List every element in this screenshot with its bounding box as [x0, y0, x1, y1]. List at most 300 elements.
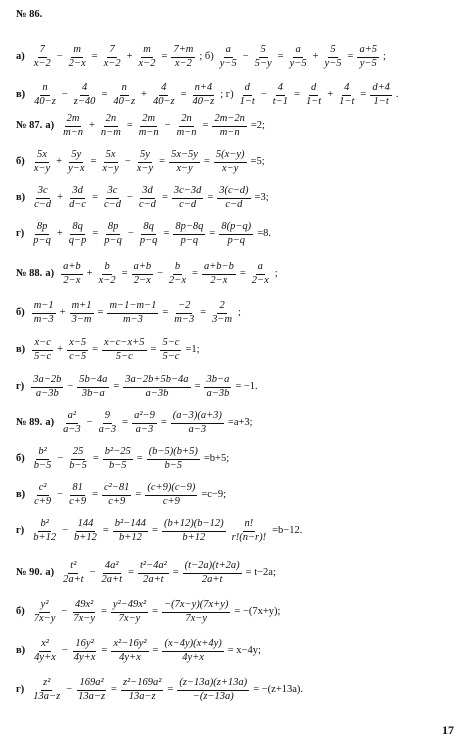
denominator: x−2 [98, 274, 116, 286]
numerator: y² [39, 600, 51, 613]
numerator: 5y [69, 150, 83, 163]
denominator: c+9 [162, 495, 180, 507]
numerator: 2m [65, 114, 82, 127]
numerator: 16y² [73, 639, 95, 652]
fraction [31, 519, 58, 543]
solution-line [16, 301, 460, 325]
denominator: a−3b [145, 387, 169, 399]
fraction [202, 262, 236, 286]
numerator: b [102, 262, 111, 275]
denominator: 1−t [373, 95, 389, 107]
numerator: a²−9 [132, 411, 157, 424]
fraction [31, 678, 62, 702]
numerator: m [71, 45, 83, 58]
math-operator: = [150, 343, 157, 355]
numerator: a [224, 45, 233, 58]
solution-line [16, 83, 460, 107]
fraction [61, 411, 83, 435]
numerator: 4a² [103, 561, 121, 574]
numerator: n [40, 83, 49, 96]
denominator: m−n [63, 126, 83, 138]
fraction [111, 639, 148, 663]
fraction [337, 83, 356, 107]
denominator: −(z−13a) [192, 690, 234, 702]
denominator: 7x−y [73, 612, 95, 624]
fraction [76, 678, 107, 702]
denominator: x−y [102, 162, 119, 174]
numerator: 3b−a [204, 375, 231, 388]
subproblem-label: а) [45, 416, 55, 428]
numerator: d+4 [370, 83, 392, 96]
fraction [138, 222, 160, 246]
numerator: b² [38, 519, 50, 532]
numerator: x−5 [67, 338, 88, 351]
denominator: c−d [138, 198, 156, 210]
math-operator: = [92, 452, 99, 464]
fraction [77, 375, 109, 399]
solution-line [16, 338, 460, 362]
fraction [191, 83, 217, 107]
numerator: b²−144 [113, 519, 148, 532]
denominator: b+12 [33, 531, 57, 543]
numerator: n! [243, 519, 256, 532]
math-operator: = [92, 343, 99, 355]
solution-line [16, 600, 460, 624]
subproblem-label: в) [16, 191, 26, 203]
math-operator: + [56, 155, 63, 167]
denominator: m−3 [122, 313, 143, 325]
fraction [111, 600, 148, 624]
solution-line [16, 447, 460, 471]
numerator: m−1 [32, 301, 56, 314]
numerator: 3a−2b+5b−4a [123, 375, 190, 388]
denominator: 2−x [251, 274, 269, 286]
math-operator: = [161, 191, 168, 203]
numerator: a+5 [357, 45, 379, 58]
fraction [67, 45, 88, 69]
math-operator: − [86, 416, 93, 428]
fraction [214, 150, 247, 174]
fraction [135, 150, 155, 174]
fraction [102, 186, 123, 210]
math-operator: = [162, 306, 169, 318]
fraction [61, 262, 83, 286]
numerator: 3c [36, 186, 50, 199]
math-operator: + [56, 227, 63, 239]
numerator: 3(c−d) [217, 186, 250, 199]
fraction [230, 519, 269, 543]
solution-line [16, 262, 460, 286]
math-operator: + [126, 50, 133, 62]
fraction [32, 45, 53, 69]
math-operator: =b−12. [272, 524, 303, 536]
fraction [100, 150, 120, 174]
fraction [250, 262, 271, 286]
denominator: 3−m [71, 313, 92, 325]
numerator: c²−81 [102, 483, 131, 496]
numerator: 2m [140, 114, 157, 127]
fraction [102, 338, 147, 362]
math-operator: = −(z+13a). [253, 683, 304, 695]
denominator: 2a+t [63, 573, 84, 585]
numerator: (x−4y)(x+4y) [162, 639, 223, 652]
numerator: (b+12)(b−12) [162, 519, 226, 532]
numerator: (a−3)(a+3) [171, 411, 224, 424]
fraction [70, 301, 94, 325]
denominator: x−y [222, 162, 239, 174]
numerator: y²−49x² [111, 600, 148, 613]
math-operator: − [127, 227, 134, 239]
denominator: 13a−z [128, 690, 156, 702]
numerator: 3a−2b [31, 375, 63, 388]
math-operator: ; [274, 267, 278, 279]
denominator: c+9 [108, 495, 126, 507]
subproblem-label: б) [16, 155, 25, 167]
denominator: b−5 [164, 459, 183, 471]
denominator: r!(n−r)! [231, 531, 267, 543]
denominator: 2−x [169, 274, 187, 286]
denominator: 5−y [254, 57, 272, 69]
solution-line [16, 483, 460, 507]
fraction [271, 83, 290, 107]
solution-line [16, 222, 460, 246]
math-operator: + [86, 267, 93, 279]
numerator: 49x² [73, 600, 95, 613]
math-operator: + [312, 50, 319, 62]
math-operator: = [97, 306, 104, 318]
subproblem-label: б) [16, 306, 25, 318]
solution-line [16, 411, 460, 435]
math-operator: − [57, 452, 64, 464]
fraction [61, 114, 85, 138]
numerator: a+b [132, 262, 154, 275]
numerator: 5x [104, 150, 118, 163]
denominator: y−x [68, 162, 85, 174]
denominator: b−5 [108, 459, 127, 471]
math-operator: − [66, 683, 73, 695]
numerator: 2m−2n [212, 114, 246, 127]
math-operator: − [57, 488, 64, 500]
denominator: c+9 [69, 495, 87, 507]
fraction [32, 639, 58, 663]
denominator: 4y+x [182, 651, 204, 663]
numerator: 2n [179, 114, 194, 127]
math-operator: − [242, 50, 249, 62]
numerator: a² [66, 411, 78, 424]
fraction [162, 519, 226, 543]
fraction [162, 639, 223, 663]
denominator: 2−x [210, 274, 228, 286]
math-operator: = [152, 605, 159, 617]
fraction [160, 338, 181, 362]
fraction [132, 262, 154, 286]
math-operator: − [61, 88, 68, 100]
subproblem-label: а) [45, 119, 55, 131]
fraction [32, 150, 52, 174]
math-operator: − [260, 88, 267, 100]
fraction [177, 678, 249, 702]
fraction [102, 483, 131, 507]
denominator: p−q [139, 234, 158, 246]
denominator: b−5 [33, 459, 52, 471]
denominator: 1−t [305, 95, 322, 107]
fraction [171, 45, 195, 69]
numerator: t²−4a² [138, 561, 169, 574]
denominator: a−3b [206, 387, 230, 399]
numerator: 9 [103, 411, 112, 424]
denominator: x−2 [174, 57, 192, 69]
denominator: 2a+t [201, 573, 223, 585]
fraction [72, 519, 99, 543]
problem-number: № 90. [16, 566, 43, 578]
fraction [32, 83, 58, 107]
math-operator: = [111, 683, 117, 695]
denominator: x−y [33, 162, 51, 174]
math-operator: = [203, 155, 210, 167]
math-operator: − [56, 50, 63, 62]
denominator: x−2 [103, 57, 121, 69]
denominator: 40−z [152, 95, 175, 107]
math-operator: =5; [250, 155, 265, 167]
numerator: 2 [217, 301, 226, 314]
fraction [370, 83, 392, 107]
numerator: 5−c [160, 338, 181, 351]
fraction [183, 561, 242, 585]
denominator: b+12 [74, 531, 97, 543]
numerator: x²−16y² [111, 639, 148, 652]
math-operator: = [101, 88, 108, 100]
denominator: n−m [100, 126, 121, 138]
numerator: 3d [70, 186, 85, 199]
subproblem-label: а) [45, 267, 55, 279]
math-operator: = [202, 119, 209, 131]
numerator: −2 [176, 301, 192, 314]
math-operator: − [127, 191, 133, 203]
math-operator: ; [383, 50, 386, 62]
denominator: b+12 [182, 531, 206, 543]
math-operator: = [294, 88, 300, 100]
numerator: b²−25 [103, 447, 133, 460]
denominator: 2−x [63, 274, 81, 286]
numerator: −(7x−y)(7x+y) [162, 600, 230, 613]
math-operator: − [157, 267, 164, 279]
denominator: 3b−a [81, 387, 105, 399]
problem-number: № 89. [16, 416, 43, 428]
numerator: m [141, 45, 153, 58]
numerator: 8(p−q) [219, 222, 253, 235]
numerator: 4 [80, 83, 89, 96]
fraction [66, 150, 86, 174]
numerator: 3d [140, 186, 155, 199]
fraction [172, 301, 196, 325]
denominator: 2−x [133, 274, 151, 286]
fraction [137, 186, 158, 210]
math-operator: = [90, 155, 97, 167]
math-operator: = [180, 88, 187, 100]
fraction [67, 338, 88, 362]
fraction [113, 519, 148, 543]
math-operator: =1; [185, 343, 200, 355]
denominator: y−5 [324, 57, 342, 69]
math-operator: = [277, 50, 284, 62]
math-operator: + [57, 343, 64, 355]
math-operator: . [395, 88, 399, 100]
subproblem-label: б) [16, 605, 25, 617]
denominator: x−2 [33, 57, 51, 69]
math-operator: − [89, 566, 96, 578]
numerator: (c+9)(c−9) [145, 483, 197, 496]
subproblem-label: г) [16, 524, 25, 536]
denominator: y−5 [359, 57, 377, 69]
denominator: a−3 [98, 423, 117, 435]
fraction [102, 222, 124, 246]
numerator: x−c [32, 338, 52, 351]
fraction [97, 411, 119, 435]
denominator: c−5 [69, 350, 87, 362]
math-operator: =3; [254, 191, 269, 203]
math-operator: = [92, 191, 99, 203]
fraction [167, 262, 188, 286]
numerator: 4 [342, 83, 351, 96]
fraction [357, 45, 379, 69]
denominator: p−q [227, 234, 246, 246]
numerator: 7 [38, 45, 47, 58]
denominator: c−d [225, 198, 243, 210]
denominator: 40−z [34, 95, 56, 107]
math-operator: = [122, 416, 129, 428]
math-operator: − [67, 380, 74, 392]
numerator: 3c−3d [172, 186, 204, 199]
page-number: 17 [442, 723, 454, 737]
fraction [121, 678, 163, 702]
fraction [32, 186, 53, 210]
math-operator: = −1. [235, 380, 258, 392]
fraction [212, 114, 246, 138]
math-operator: = [347, 50, 354, 62]
math-operator: = [360, 88, 367, 100]
solution-line [16, 561, 460, 585]
numerator: a [256, 262, 265, 275]
denominator: 7x−y [185, 612, 208, 624]
fraction [288, 45, 309, 69]
numerator: 81 [70, 483, 85, 496]
numerator: 5y [138, 150, 152, 163]
fraction [103, 447, 133, 471]
denominator: c−d [34, 198, 52, 210]
math-operator: = [239, 267, 246, 279]
fraction [107, 301, 158, 325]
fraction [238, 83, 257, 107]
numerator: 8p [35, 222, 50, 235]
denominator: m−3 [33, 313, 54, 325]
solution-line [16, 10, 460, 21]
numerator: 25 [71, 447, 86, 460]
fraction [162, 600, 230, 624]
numerator: 5x [35, 150, 49, 163]
denominator: z−40 [73, 95, 96, 107]
denominator: 13a−z [33, 690, 61, 702]
denominator: 7x−y [118, 612, 141, 624]
fraction [171, 411, 224, 435]
fraction [204, 375, 231, 399]
fraction [175, 114, 199, 138]
numerator: 3c [106, 186, 120, 199]
solution-line [16, 45, 460, 69]
numerator: n+4 [193, 83, 215, 96]
math-operator: = [92, 227, 99, 239]
numerator: a+b−b [202, 262, 236, 275]
numerator: (z−13a)(z+13a) [177, 678, 249, 691]
numerator: z² [41, 678, 52, 691]
numerator: (b−5)(b+5) [147, 447, 200, 460]
subproblem-label: в) [16, 88, 26, 100]
math-operator: + [141, 88, 147, 100]
math-operator: = [159, 155, 166, 167]
denominator: q−p [68, 234, 87, 246]
math-operator: = [136, 452, 143, 464]
fraction [137, 114, 161, 138]
solution-line [16, 678, 460, 702]
numerator: 5b−4a [77, 375, 109, 388]
numerator: 5x−5y [169, 150, 200, 163]
numerator: 8q [70, 222, 85, 235]
fraction [97, 262, 118, 286]
math-operator: + [88, 119, 95, 131]
solution-line [16, 639, 460, 663]
problem-number: № 86. [16, 9, 43, 20]
numerator: b [173, 262, 182, 275]
denominator: 5−c [34, 350, 52, 362]
denominator: x−y [176, 162, 193, 174]
subproblem-label: г) [16, 380, 25, 392]
math-operator: = [163, 227, 170, 239]
math-operator: = [92, 488, 99, 500]
fraction [304, 83, 323, 107]
solution-line [16, 150, 460, 174]
denominator: 5−c [115, 350, 133, 362]
fraction [67, 447, 89, 471]
numerator: 5(x−y) [214, 150, 247, 163]
denominator: p−q [33, 234, 51, 246]
fraction [138, 561, 169, 585]
denominator: m−3 [174, 313, 195, 325]
numerator: d [243, 83, 252, 96]
math-operator: = [167, 683, 174, 695]
math-operator: =2; [250, 119, 265, 131]
subproblem-label: в) [16, 644, 26, 656]
fraction [100, 561, 125, 585]
math-operator: = [152, 524, 158, 536]
denominator: a−3b [35, 387, 59, 399]
math-operator: = [161, 50, 168, 62]
math-operator: = [152, 644, 159, 656]
solution-line [16, 519, 460, 543]
denominator: m−n [219, 126, 240, 138]
math-operator: = −(7x+y); [234, 605, 281, 617]
denominator: p−q [104, 234, 122, 246]
denominator: x−2 [138, 57, 156, 69]
denominator: m−n [138, 126, 159, 138]
fraction [61, 561, 86, 585]
numerator: x² [39, 639, 51, 652]
denominator: y−5 [219, 57, 237, 69]
fraction [132, 411, 157, 435]
denominator: 2a+t [101, 573, 123, 585]
numerator: t² [68, 561, 78, 574]
denominator: b−5 [69, 459, 87, 471]
math-operator: + [59, 306, 66, 318]
numerator: 4 [159, 83, 168, 96]
